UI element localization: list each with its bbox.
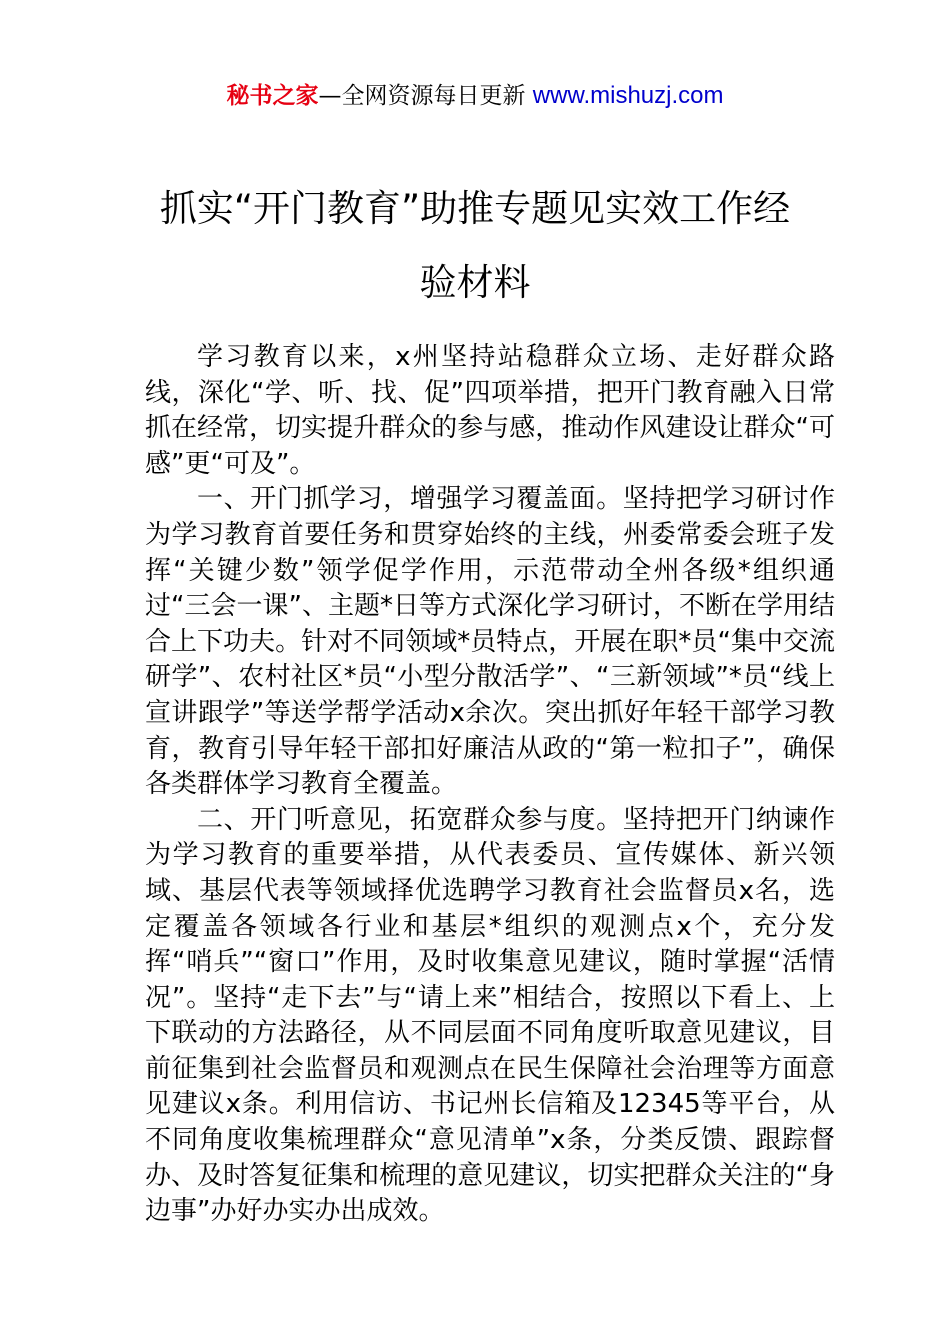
document-body (145, 340, 835, 1230)
site-url-link[interactable]: www.mishuzj.com (532, 82, 724, 109)
site-tagline: —全网资源每日更新 (318, 83, 526, 109)
paragraph-intro: 学习教育以来，x州坚持站稳群众立场、走好群众路线，深化“学、听、找、促”四项举措，把开门教育融入日常抓在经常，切实提升群众的参与感，推动作风建设让群众“可感”更“可及”。 (145, 342, 835, 479)
paragraph-section-2: 二、开门听意见，拓宽群众参与度。坚持把开门纳谏作为学习教育的重要举措，从代表委员、宣传媒体、新兴领域、基层代表等领域择优选聘学习教育社会监督员x名，选定覆盖各领域各行业和基层*组织的观测点x个，充分发挥“哨兵”“窗口”作用，及时收集意见建议，随时掌握“活情况”。坚持“走下去”与“请上来”相结合，按照以下看上、上下联动的方法路径，从不同层面不同角度听取意见建议，目前征集到社会监督员和观测点在民生保障社会治理等方面意见建议x条。利用信访、书记州长信箱及12345等平台，从不同角度收集梳理群众“意见清单”x条，分类反馈、跟踪督办、及时答复征集和梳理的意见建议，切实把群众关注的“身边事”办好办实办出成效。 (145, 804, 835, 1227)
site-header (0, 80, 950, 112)
document-title: 抓实“开门教育”助推专题见实效工作经验材料 (159, 187, 791, 304)
site-brand: 秘书之家 (226, 83, 319, 109)
paragraph-section-1: 一、开门抓学习，增强学习覆盖面。坚持把学习研讨作为学习教育首要任务和贯穿始终的主线，州委常委会班子发挥“关键少数”领学促学作用，示范带动全州各级*组织通过“三会一课”、主题*日等方式深化学习研讨，不断在学用结合上下功夫。针对不同领域*员特点，开展在职*员“集中交流研学”、农村社区*员“小型分散活学”、“三新领域”*员“线上宣讲跟学”等送学帮学活动x余次。突出抓好年轻干部学习教育，教育引导年轻干部扣好廉洁从政的“第一粒扣子”，确保各类群体学习教育全覆盖。 (145, 484, 835, 800)
